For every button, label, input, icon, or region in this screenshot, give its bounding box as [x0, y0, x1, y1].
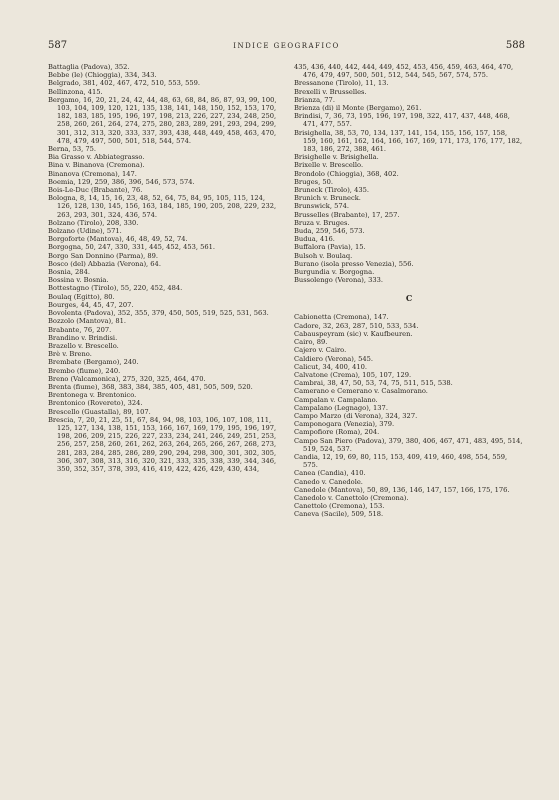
index-entry: Calvatone (Crema), 105, 107, 129. [294, 370, 412, 379]
index-entry: Boemia, 129, 259, 386, 396, 546, 573, 574. [48, 177, 195, 186]
running-title: INDICE GEOGRAFICO [233, 42, 340, 50]
index-entry: Brusselles (Brabante), 17, 257. [294, 210, 400, 219]
index-entry: Canedole (Mantova), 50, 89, 136, 146, 147, 157, 166, 175, 176. [294, 485, 510, 494]
index-entry: Bulsoh v. Boulaq. [294, 251, 353, 260]
index-entry: Canedo v. Canedole. [294, 477, 363, 486]
index-entry: Campo Marzo (di Verona), 324, 327. [294, 411, 418, 420]
index-entry: Brianza, 77. [294, 95, 335, 104]
index-entry: Brienza (di) il Monte (Bergamo), 261. [294, 104, 422, 113]
index-entry: Brentonico (Rovereto), 324. [48, 399, 143, 408]
index-entry: Camerano e Cemerano v. Casalmorano. [294, 387, 428, 396]
running-header [48, 40, 525, 51]
index-entry: Borgoforte (Mantova), 46, 48, 49, 52, 74. [48, 235, 188, 244]
index-entry: Brixelle v. Brescello. [294, 161, 364, 170]
index-entry: Brazello v. Brescello. [48, 341, 119, 350]
index-entry: Bosnia, 284. [48, 268, 90, 277]
index-entry: Bolzano (Udine), 571. [48, 227, 122, 236]
index-entry: Cairo, 89. [294, 338, 328, 347]
index-entry: Campo San Piero (Padova), 379, 380, 406, 467, 471, 483, 495, 514, 519, 524, 537. [294, 436, 523, 453]
index-entry: Brexelli v. Brusselles. [294, 87, 367, 96]
index-entry: Canedolo v. Canettolo (Cremona). [294, 493, 409, 502]
index-entry: Brentonega v. Brentonico. [48, 391, 137, 400]
index-entry: Brè v. Breno. [48, 350, 92, 359]
index-entry: Bozzolo (Mantova), 81. [48, 317, 127, 326]
index-entry: Campofiore (Roma), 204. [294, 428, 380, 437]
index-entry: Bologna, 8, 14, 15, 16, 23, 48, 52, 64, 75, 84, 95, 105, 115, 124, 126, 128, 130, 145, 156, 163, 184, 185, 190, 205, 208, 229, 232, 263, 293, 301, 324, 436, 574. [48, 194, 277, 219]
index-entry: Battaglia (Padova), 352. [48, 63, 130, 71]
index-entry: Breno (Valcamonica), 275, 320, 325, 464, 470. [48, 374, 206, 383]
index-entry: Candia, 12, 19, 69, 80, 115, 153, 409, 419, 460, 498, 554, 559, 575. [294, 452, 508, 470]
index-entry: Camponogara (Venezia), 379. [294, 420, 395, 429]
index-entry: Brescello (Guastalla), 89, 107. [48, 407, 151, 416]
index-entry: Bruneck (Tirolo), 435. [294, 186, 369, 195]
index-entry: Caneva (Sacile), 509, 518. [294, 510, 384, 519]
index-entry: Bressanone (Tirolo), 11, 13. [294, 79, 389, 88]
index-entry: Binanova (Cremona), 147. [48, 169, 137, 178]
right-column-c-entries [294, 313, 524, 518]
page-number-right: 588 [505, 40, 525, 51]
index-entry: Brisighella, 38, 53, 70, 134, 137, 141, 154, 155, 156, 157, 158, 159, 160, 161, 162, 164, 166, 167, 169, 171, 173, 176, 177, 182, 183, 186, 272, 388, 461. [294, 128, 523, 154]
index-entry: Brembate (Bergamo), 240. [48, 358, 139, 367]
index-entry: Brandino v. Brindisi. [48, 333, 118, 342]
index-entry: Bossina v. Bosnia. [48, 276, 109, 285]
index-entry: Campalano (Legnago), 137. [294, 403, 388, 412]
index-entry: Bovolenta (Padova), 352, 355, 379, 450, 505, 519, 525, 531, 563. [48, 309, 269, 318]
index-entry: Brindisi, 7, 36, 73, 195, 196, 197, 198, 322, 417, 437, 448, 468, 471, 477, 557. [294, 112, 510, 129]
index-entry: Canea (Candia), 410. [294, 469, 366, 478]
index-entry: Brondolo (Chioggia), 368, 402. [294, 169, 399, 178]
index-entry: Campalan v. Campalano. [294, 395, 378, 404]
index-entry: Bruza v. Bruges. [294, 218, 350, 227]
index-entry: Brabante, 76, 207. [48, 325, 112, 334]
index-entry: Bois-Le-Duc (Brabante), 76. [48, 186, 143, 195]
index-entry: Buda, 259, 546, 573. [294, 227, 365, 236]
index-entry: Bottestagno (Tirolo), 55, 220, 452, 484. [48, 284, 183, 293]
index-entry: Burano (isola presso Venezia), 556. [294, 259, 414, 268]
index-entry: Buffalora (Pavia), 15. [294, 243, 366, 252]
index-entry: Brisighelle v. Brisighella. [294, 153, 379, 162]
index-entry: Caldiero (Verona), 545. [294, 354, 374, 363]
index-entry: Cabionetta (Cremona), 147. [294, 313, 389, 322]
index-entry: 435, 436, 440, 442, 444, 449, 452, 453, 456, 459, 463, 464, 470, 476, 479, 497, 500, 501, 512, 544, 545, 567, 574, 575. [294, 63, 514, 80]
index-entry: Cadore, 32, 263, 287, 510, 533, 534. [294, 321, 419, 330]
index-entry: Bruges, 50. [294, 177, 333, 186]
index-entry: Brunswick, 574. [294, 202, 349, 211]
index-entry: Bosco (del) Abbazia (Verona), 64. [48, 259, 161, 268]
index-entry: Boulaq (Egitto), 80. [48, 292, 115, 301]
index-entry: Cajero v. Cairo. [294, 346, 347, 355]
page-number-left: 587 [48, 40, 68, 51]
index-entry: Cambrai, 38, 47, 50, 53, 74, 75, 511, 515, 538. [294, 379, 453, 388]
right-column-b-entries [294, 63, 524, 284]
index-entry: Bia Grasso v. Abbiategrasso. [48, 153, 145, 162]
index-entry: Canettolo (Cremona), 153. [294, 502, 385, 511]
index-entry: Bolzano (Tirolo), 208, 330. [48, 218, 139, 227]
index-entry: Brunich v. Bruneck. [294, 194, 361, 203]
index-entry: Brembo (fiume), 240. [48, 366, 121, 375]
index-entry: Bussolengo (Verona), 333. [294, 276, 383, 285]
index-entry: Calicut, 34, 400, 410. [294, 362, 368, 371]
index-entry: Bourges, 44, 45, 47, 207. [48, 300, 134, 309]
index-columns [48, 63, 525, 519]
index-entry: Borgo San Donnino (Parma), 89. [48, 251, 158, 260]
index-entry: Bebbe (le) (Chioggia), 334, 343. [48, 71, 157, 80]
index-entry: Berna, 53, 75. [48, 145, 97, 154]
index-entry: Bergamo, 16, 20, 21, 24, 42, 44, 48, 63, 68, 84, 86, 87, 93, 99, 100, 103, 104, 109, 120, 121, 135, 138, 141, 148, 150, 152, 153, 170, 182, 183, 185, 195, 196, 197, 198, 213, 226, 227, 234, 248, 250, 258, 260, 261, 264, 274, 275, 280, 283, 289, 291, 293, 294, 299, 301, 312, 313, 320, 333, 337, 393, 438, 448, 449, 458, 463, 470, 478, 479, 497, 500, 501, 518, 544, 574. [48, 95, 277, 145]
index-entry: Brenta (fiume), 368, 383, 384, 385, 405, 481, 505, 509, 520. [48, 382, 253, 391]
index-entry: Borgogna, 50, 247, 330, 331, 445, 452, 453, 561. [48, 243, 216, 252]
left-column [48, 63, 278, 519]
index-entry: Bellinzona, 415. [48, 87, 103, 96]
index-entry: Cabauspeyram (sic) v. Kaufbeuren. [294, 329, 413, 338]
index-entry: Budua, 416. [294, 235, 335, 244]
index-entry: Burgundia v. Borgogna. [294, 268, 375, 277]
section-letter: C [405, 293, 413, 304]
index-entry: Brescia, 7, 20, 21, 25, 51, 67, 84, 94, 98, 103, 106, 107, 108, 111, 125, 127, 134, 138, 151, 153, 166, 167, 169, 179, 195, 196, 197, 198, 206, 209, 215, 226, 227, 233, 234, 241, 246, 249, 251, 253, 256, 257, 258, 260, 261, 262, 263, 264, 265, 266, 267, 268, 273, 281, 283, 284, 285, 286, 289, 290, 294, 298, 300, 301, 302, 305, 306, 307, 308, 313, 316, 320, 321, 333, 335, 338, 339, 344, 346, 350, 352, 357, 378, 393, 416, 419, 422, 426, 429, 430, 434, [48, 415, 277, 473]
index-entry: Belgrado, 381, 402, 467, 472, 510, 553, 559. [48, 79, 201, 88]
right-column [294, 63, 524, 519]
index-entry: Bina v. Binanova (Cremona). [48, 161, 145, 170]
